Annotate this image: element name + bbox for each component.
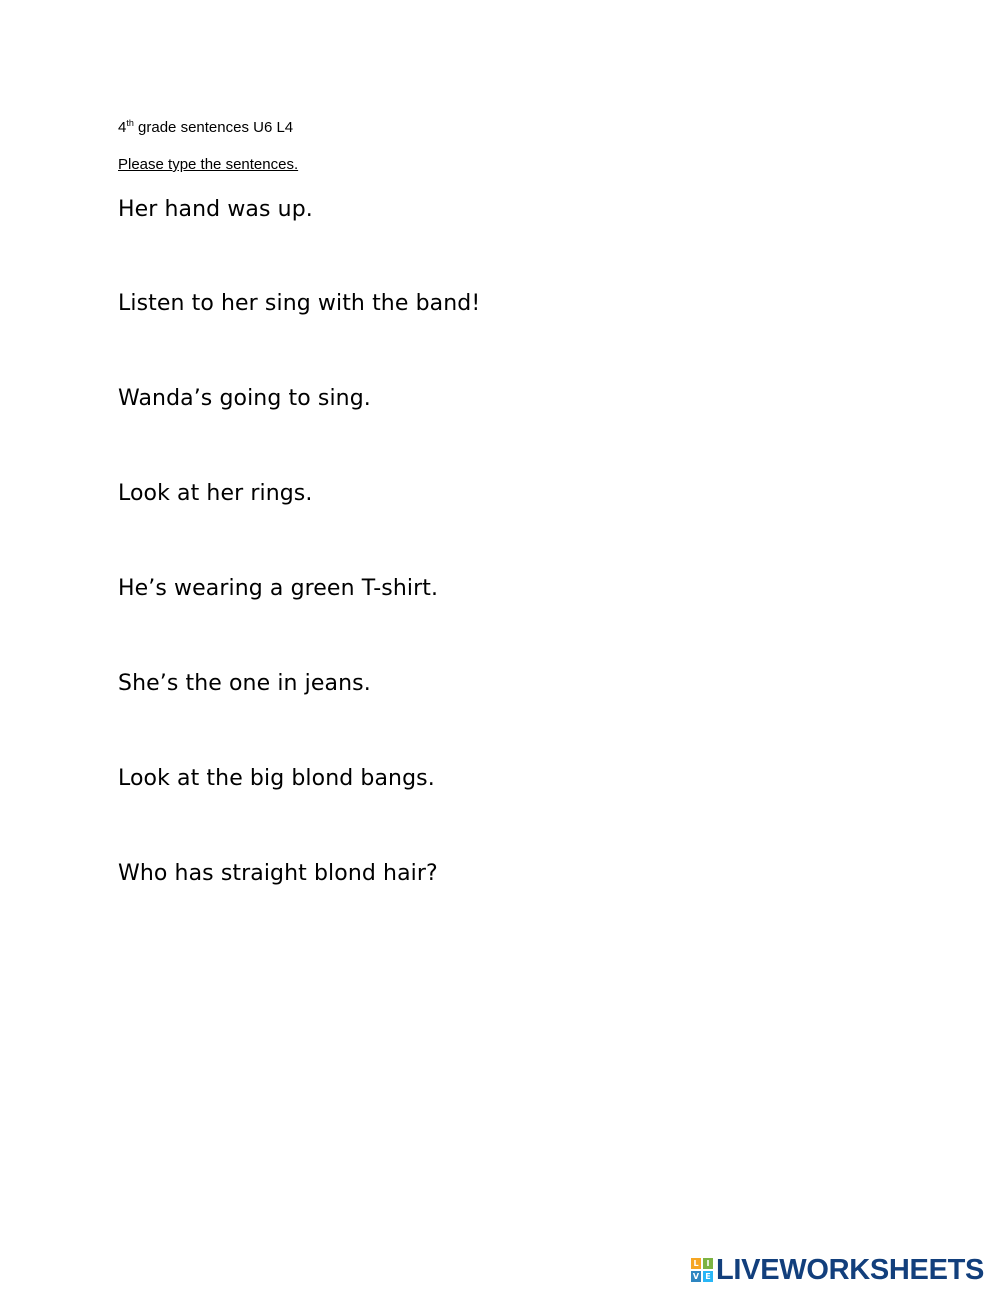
sentence-3: Wanda’s going to sing. (118, 386, 371, 411)
sentence-5: He’s wearing a green T-shirt. (118, 576, 439, 601)
title-text: grade sentences U6 L4 (138, 119, 294, 136)
logo-mark-cell: L (691, 1258, 701, 1269)
sentence-4: Look at her rings. (118, 481, 313, 506)
grade-ordinal-suffix: th (126, 118, 134, 128)
logo-mark-cell: E (703, 1271, 713, 1282)
worksheet-title (118, 119, 293, 137)
logo-mark-icon (691, 1258, 713, 1282)
logo-mark-cell: I (703, 1258, 713, 1269)
sentence-6: She’s the one in jeans. (118, 671, 371, 696)
sentence-2: Listen to her sing with the band! (118, 291, 481, 316)
instruction-text: Please type the sentences. (118, 156, 299, 173)
sentence-1: Her hand was up. (118, 197, 313, 222)
sentence-8: Who has straight blond hair? (118, 861, 438, 886)
grade-number: 4 (118, 119, 127, 136)
logo-wordmark: LIVEWORKSHEETS (716, 1254, 985, 1286)
sentence-7: Look at the big blond bangs. (118, 766, 435, 791)
liveworksheets-logo (691, 1254, 984, 1286)
logo-mark-cell: V (692, 1272, 700, 1281)
